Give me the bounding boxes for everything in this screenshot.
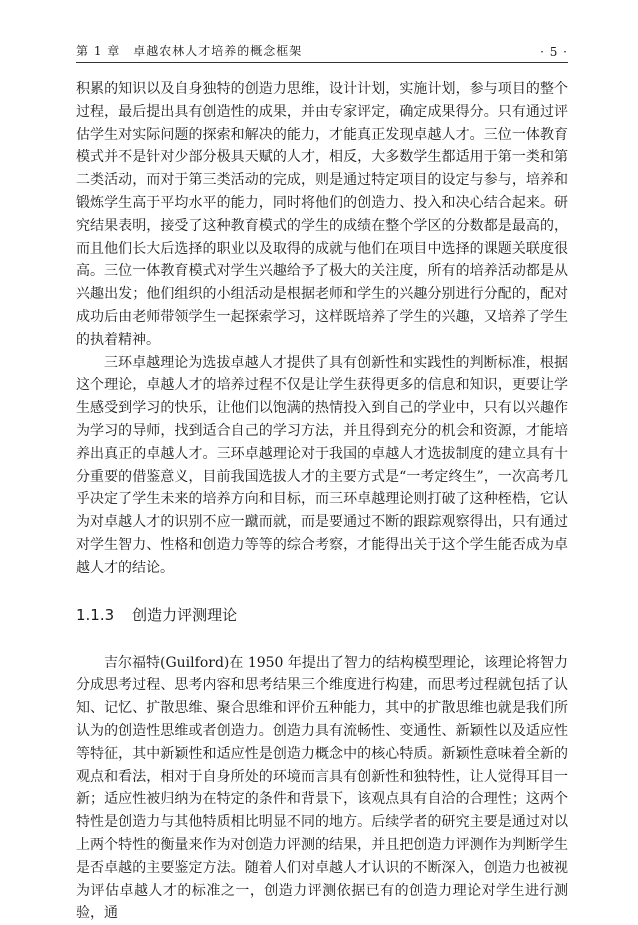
running-header [76,42,568,63]
section-number: 1.1.3 [76,605,115,624]
paragraph: 吉尔福特(Guilford)在 1950 年提出了智力的结构模型理论，该理论将智力分成思考过程、思考内容和思考结果三个维度进行构建，而思考过程就包括了认知、记忆、扩散思维、聚合思维和评价五种能力，其中的扩散思维也就是我们所认为的创造性思维或者创造力。创造力具有流畅性、变通性、新颖性以及适应性等特征，其中新颖性和适应性是创造力概念中的核心特质。新颖性意味着全新的观点和看法，相对于自身所处的环境而言具有创新性和独特性，让人觉得耳目一新；适应性被归纳为在特定的条件和背景下，该观点具有自洽的合理性；这两个特性是创造力与其他特质相比明显不同的地方。后续学者的研究主要是通过对以上两个特性的衡量来作为对创造力评测的结果，并且把创造力评测作为判断学生是否卓越的主要鉴定方法。随着人们对卓越人才认识的不断深入，创造力也被视为评估卓越人才的标准之一，创造力评测依据已有的创造力理论对学生进行测验，通 [76,654,568,922]
section-title: 创造力评测理论 [132,605,238,624]
section-heading [76,604,568,626]
paragraph-continued: 积累的知识以及自身独特的创造力思维，设计计划，实施计划，参与项目的整个过程，最后提出具有创造性的成果，并由专家评定，确定成果得分。只有通过评估学生对实际问题的探索和解决的能力，才能真正发现卓越人才。三位一体教育模式并不是针对少部分极具天赋的人才，相反，大多数学生都适用于第一类和第二类活动，而对于第三类活动的完成，则是通过特定项目的设定与参与，培养和锻炼学生高于平均水平的能力，同时将他们的创造力、投入和决心结合起来。研究结果表明，接受了这种教育模式的学生的成绩在整个学区的分数都是最高的，而且他们长大后选择的职业以及取得的成就与他们在项目中选择的课题关联度很高。三位一体教育模式对学生兴趣给予了极大的关注度，所有的培养活动都是从兴趣出发；他们组织的小组活动是根据老师和学生的兴趣分别进行分配的，配对成功后由老师带领学生一起探索学习，这样既培养了学生的兴趣，又培养了学生的执着精神。 [76,81,568,348]
body-text [76,78,568,925]
chapter-title: 第 1 章 卓越农林人才培养的概念框架 [76,44,303,58]
page-number: · 5 · [540,45,568,59]
header-rule [76,62,568,63]
paragraph: 三环卓越理论为选拔卓越人才提供了具有创新性和实践性的判断标准，根据这个理论，卓越人才的培养过程不仅是让学生获得更多的信息和知识，更要让学生感受到学习的快乐，让他们以饱满的热情投入到自己的学业中，只有以兴趣作为学习的导师，找到适合自己的学习方法，并且得到充分的机会和资源，才能培养出真正的卓越人才。三环卓越理论对于我国的卓越人才选拔制度的建立具有十分重要的借鉴意义，目前我国选拔人才的主要方式是“一考定终生”，一次高考几乎决定了学生未来的培养方向和目标，而三环卓越理论则打破了这种桎梏，它认为对卓越人才的识别不应一蹴而就，而是要通过不断的跟踪观察得出，只有通过对学生智力、性格和创造力等等的综合考察，才能得出关于这个学生能否成为卓越人才的结论。 [76,354,568,576]
